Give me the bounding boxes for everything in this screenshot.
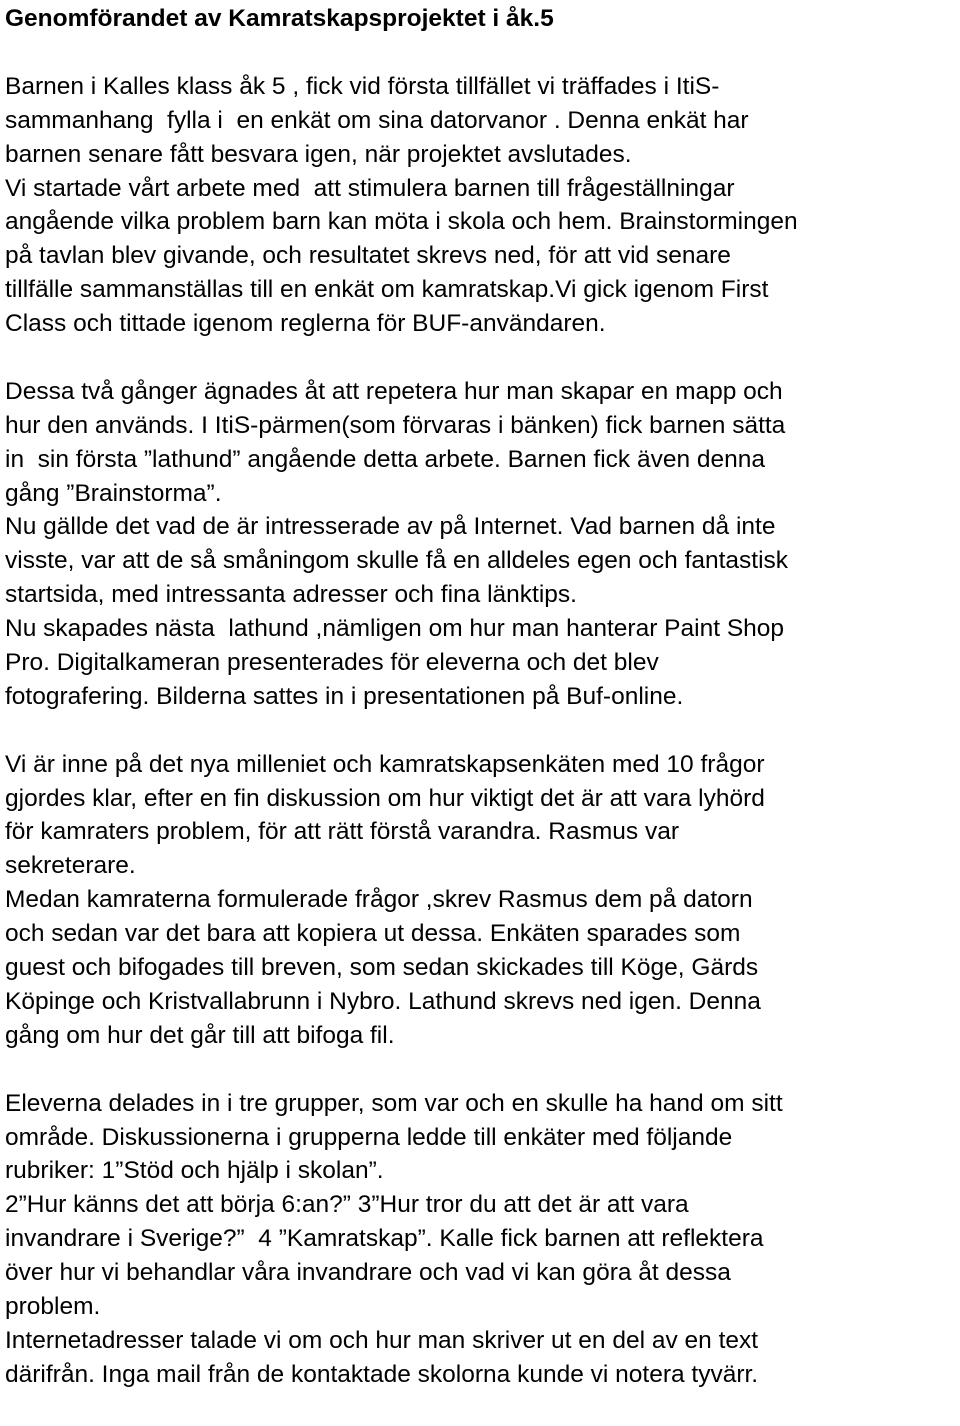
document-title: Genomförandet av Kamratskapsprojektet i åk.5 xyxy=(5,5,554,32)
paragraph xyxy=(5,748,957,1053)
text-line: sammanhang fylla i en enkät om sina datorvanor . Denna enkät har xyxy=(5,106,749,134)
text-line: fotografering. Bilderna sattes in i presentationen på Buf-online. xyxy=(5,682,684,710)
text-line: Barnen i Kalles klass åk 5 , fick vid första tillfället vi träffades i ItiS- xyxy=(5,72,720,100)
document-body xyxy=(5,70,957,1392)
text-line: över hur vi behandlar våra invandrare och vad vi kan göra åt dessa xyxy=(5,1259,731,1287)
text-line: område. Diskussionerna i grupperna ledde till enkäter med följande xyxy=(5,1123,733,1151)
text-line: in sin första ”lathund” angående detta arbete. Barnen fick även denna xyxy=(5,445,766,473)
paragraph xyxy=(5,1087,957,1392)
text-line: 2”Hur känns det att börja 6:an?” 3”Hur tror du att det är att vara xyxy=(5,1191,689,1219)
text-line: angående vilka problem barn kan möta i skola och hem. Brainstormingen xyxy=(5,208,798,236)
text-line: gång om hur det går till att bifoga fil. xyxy=(5,1021,395,1049)
text-line: Pro. Digitalkameran presenterades för eleverna och det blev xyxy=(5,649,659,677)
paragraph xyxy=(5,70,957,341)
text-line: Dessa två gånger ägnades åt att repetera hur man skapar en mapp och xyxy=(5,377,783,405)
text-line: Eleverna delades in i tre grupper, som var och en skulle ha hand om sitt xyxy=(5,1089,783,1117)
text-line: Nu gällde det vad de är intresserade av på Internet. Vad barnen då inte xyxy=(5,513,776,541)
text-line: gjordes klar, efter en fin diskussion om hur viktigt det är att vara lyhörd xyxy=(5,784,765,812)
text-line: hur den används. I ItiS-pärmen(som förvaras i bänken) fick barnen sätta xyxy=(5,411,786,439)
text-line: invandrare i Sverige?” 4 ”Kamratskap”. Kalle fick barnen att reflektera xyxy=(5,1225,764,1253)
text-line: på tavlan blev givande, och resultatet skrevs ned, för att vid senare xyxy=(5,242,731,270)
text-line: Medan kamraterna formulerade frågor ,skrev Rasmus dem på datorn xyxy=(5,886,753,914)
text-line: Vi startade vårt arbete med att stimulera barnen till frågeställningar xyxy=(5,174,735,202)
paragraph-spacer xyxy=(5,1053,957,1087)
text-line: rubriker: 1”Stöd och hjälp i skolan”. xyxy=(5,1157,384,1185)
text-line: sekreterare. xyxy=(5,852,136,880)
text-line: barnen senare fått besvara igen, när projektet avslutades. xyxy=(5,140,632,168)
spacer xyxy=(5,36,957,70)
text-line: Internetadresser talade vi om och hur man skriver ut en del av en text xyxy=(5,1326,759,1354)
paragraph-spacer xyxy=(5,341,957,375)
text-line: startsida, med intressanta adresser och fina länktips. xyxy=(5,581,577,609)
paragraph xyxy=(5,375,957,714)
text-line: guest och bifogades till breven, som sedan skickades till Köge, Gärds xyxy=(5,954,759,982)
text-line: Class och tittade igenom reglerna för BUF-användaren. xyxy=(5,310,606,338)
text-line: och sedan var det bara att kopiera ut dessa. Enkäten sparades som xyxy=(5,920,741,948)
text-line: visste, var att de så småningom skulle få en alldeles egen och fantastisk xyxy=(5,547,789,575)
text-line: Nu skapades nästa lathund ,nämligen om hur man hanterar Paint Shop xyxy=(5,615,785,643)
text-line: gång ”Brainstorma”. xyxy=(5,479,222,507)
text-line: problem. xyxy=(5,1292,101,1320)
text-line: för kamraters problem, för att rätt förstå varandra. Rasmus var xyxy=(5,818,679,846)
text-line: Vi är inne på det nya milleniet och kamratskapsenkäten med 10 frågor xyxy=(5,750,765,778)
text-line: Köpinge och Kristvallabrunn i Nybro. Lathund skrevs ned igen. Denna xyxy=(5,987,761,1015)
text-line: därifrån. Inga mail från de kontaktade skolorna kunde vi notera tyvärr. xyxy=(5,1360,759,1388)
text-line: tillfälle sammanställas till en enkät om kamratskap.Vi gick igenom First xyxy=(5,276,769,304)
document-page xyxy=(5,0,957,1392)
paragraph-spacer xyxy=(5,714,957,748)
